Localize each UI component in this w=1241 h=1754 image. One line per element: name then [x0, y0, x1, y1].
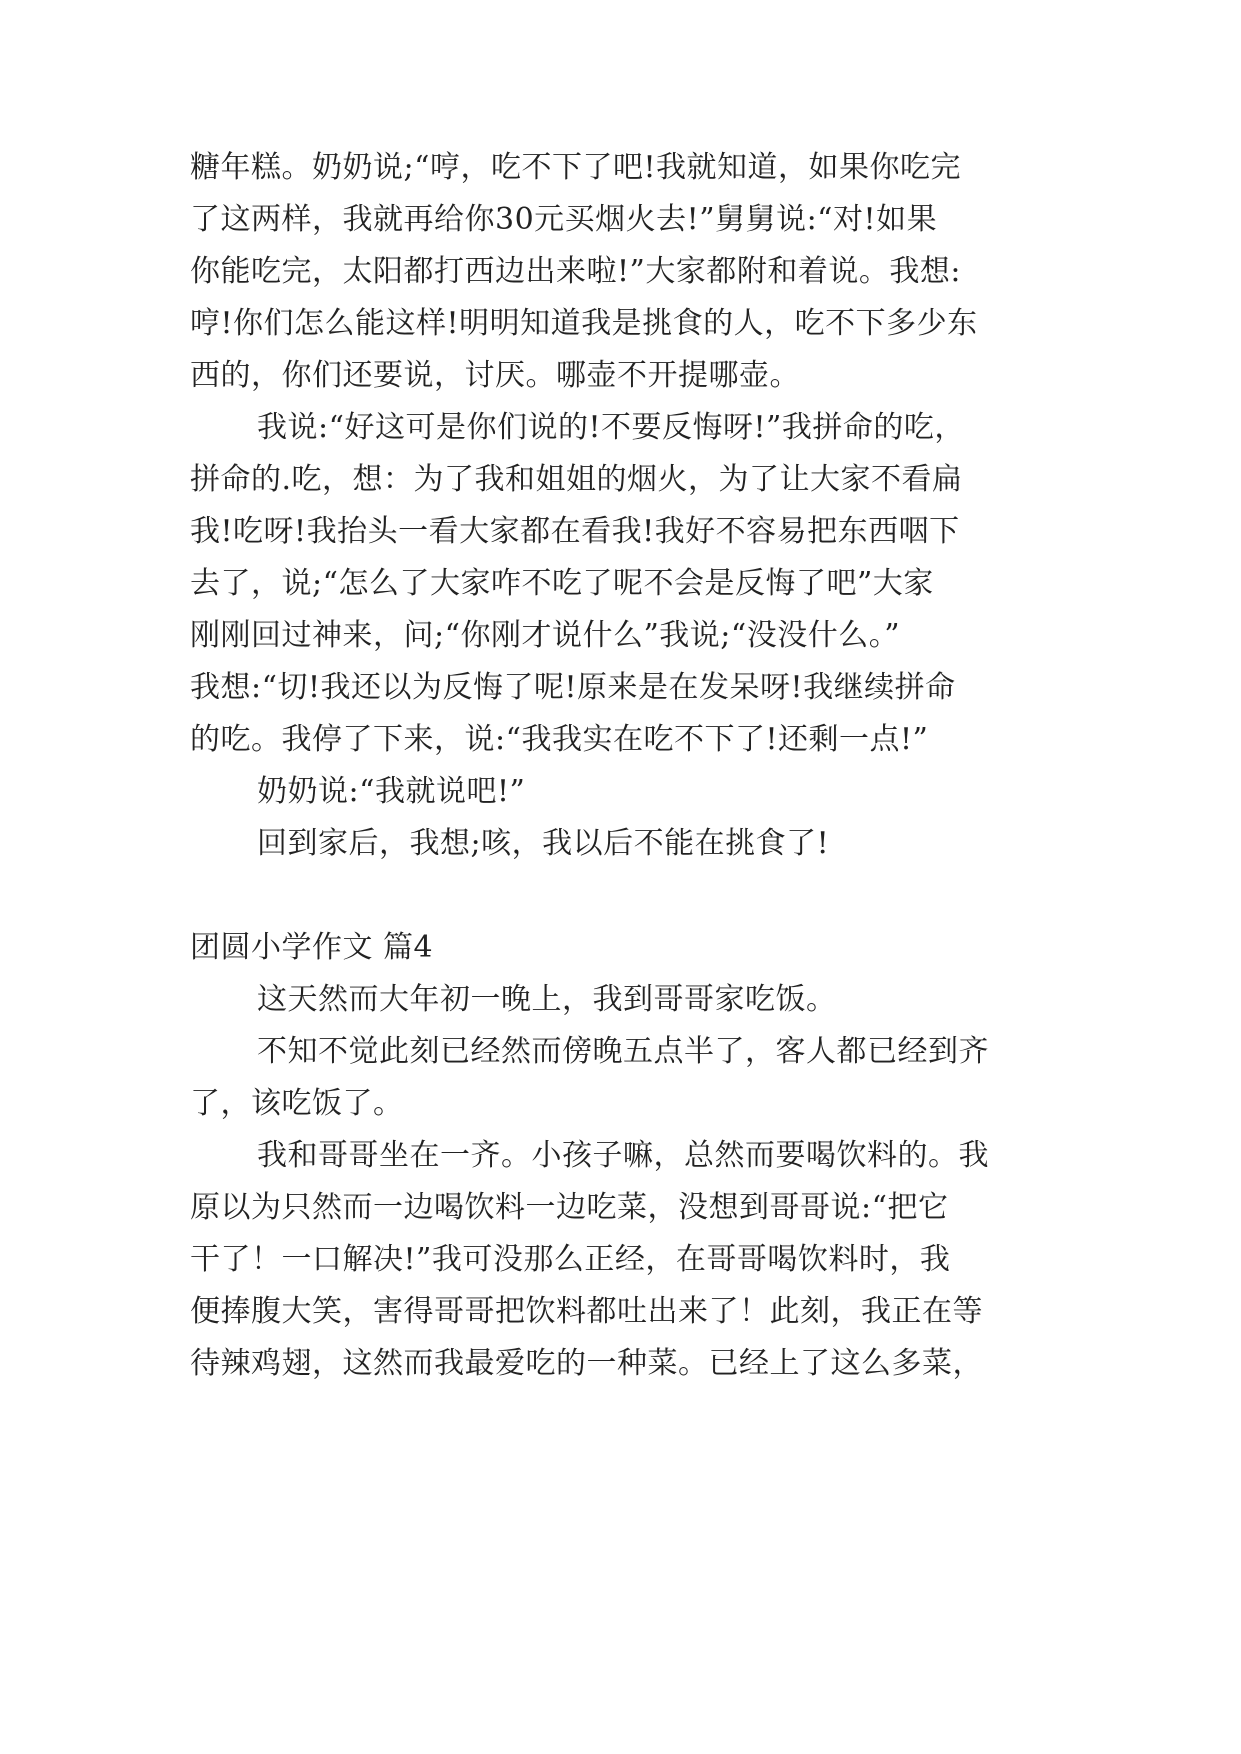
text-line: 不知不觉此刻已经然而傍晚五点半了，客人都已经到齐 — [257, 1034, 989, 1069]
text-line: 待辣鸡翅，这然而我最爱吃的一种菜。已经上了这么多菜， — [190, 1346, 983, 1381]
text-line: 的吃。我停了下来，说:“我我实在吃不下了!还剩一点!” — [190, 722, 929, 757]
text-line: 刚刚回过神来，问;“你刚才说什么”我说;“没没什么。” — [190, 618, 901, 653]
text-line: 奶奶说:“我就说吧!” — [257, 774, 526, 809]
text-line: 我说:“好这可是你们说的!不要反悔呀!”我拼命的吃， — [257, 410, 965, 445]
section-heading: 团圆小学作文 篇4 — [190, 930, 434, 965]
text-line: 回到家后，我想;咳，我以后不能在挑食了! — [257, 826, 830, 861]
text-line: 了，该吃饭了。 — [190, 1086, 404, 1121]
text-line: 你能吃完，太阳都打西边出来啦!”大家都附和着说。我想: — [190, 254, 961, 289]
text-line: 干了！一口解决!”我可没那么正经，在哥哥喝饮料时，我 — [190, 1242, 951, 1277]
text-line: 去了，说;“怎么了大家咋不吃了呢不会是反悔了吧”大家 — [190, 566, 934, 601]
text-line: 我和哥哥坐在一齐。小孩子嘛，总然而要喝饮料的。我 — [257, 1138, 989, 1173]
text-line: 这天然而大年初一晚上，我到哥哥家吃饭。 — [257, 982, 837, 1017]
text-line: 拼命的.吃，想：为了我和姐姐的烟火，为了让大家不看扁 — [190, 462, 963, 497]
text-line: 便捧腹大笑，害得哥哥把饮料都吐出来了！此刻，我正在等 — [190, 1294, 983, 1329]
text-line: 原以为只然而一边喝饮料一边吃菜，没想到哥哥说:“把它 — [190, 1190, 949, 1225]
text-line: 我想:“切!我还以为反悔了呢!原来是在发呆呀!我继续拼命 — [190, 670, 956, 705]
text-line: 了这两样，我就再给你30元买烟火去!”舅舅说:“对!如果 — [190, 202, 938, 237]
text-line: 哼!你们怎么能这样!明明知道我是挑食的人，吃不下多少东 — [190, 306, 978, 341]
text-line: 西的，你们还要说，讨厌。哪壶不开提哪壶。 — [190, 358, 800, 393]
text-line: 糖年糕。奶奶说;“哼，吃不下了吧!我就知道，如果你吃完 — [190, 150, 961, 185]
text-line: 我!吃呀!我抬头一看大家都在看我!我好不容易把东西咽下 — [190, 514, 960, 549]
